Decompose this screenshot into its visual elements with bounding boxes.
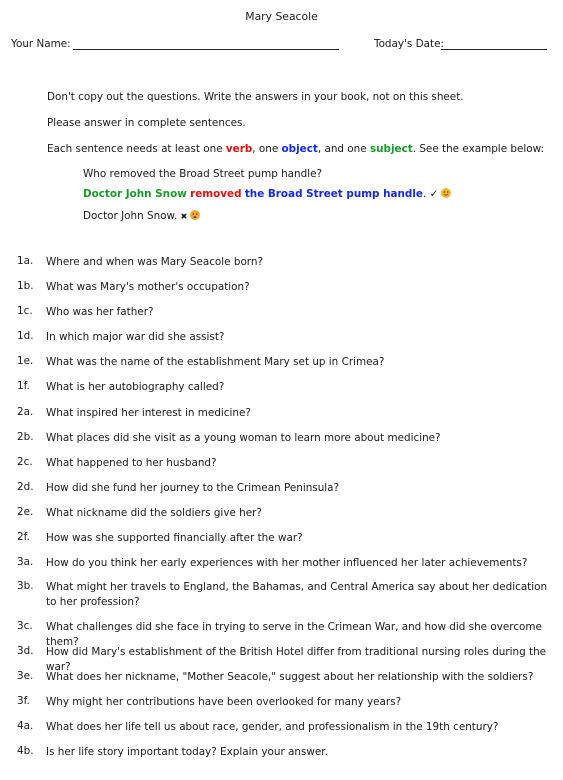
- instruction-copy: Don't copy out the questions. Write the answers in your book, not on this sheet.: [47, 91, 464, 103]
- name-label: Your Name:: [11, 38, 71, 50]
- question-text: What does her life tell us about race, gender, and professionalism in the 19th century?: [46, 721, 499, 733]
- question-number: 1a.: [17, 255, 34, 267]
- question-text: What nickname did the soldiers give her?: [46, 507, 262, 519]
- name-line[interactable]: [73, 49, 339, 50]
- example-good-answer: [83, 188, 451, 200]
- question-number: 1d.: [17, 330, 34, 342]
- date-label: Today's Date:: [374, 38, 444, 50]
- question-text: How did she fund her journey to the Crimean Peninsula?: [46, 482, 340, 494]
- instruction-text: , one: [252, 143, 282, 155]
- example-object: the Broad Street pump handle: [244, 188, 423, 200]
- question-text: Who was her father?: [46, 306, 154, 318]
- question-number: 2a.: [17, 406, 34, 418]
- question-number: 2c.: [17, 456, 33, 468]
- question-number: 1e.: [17, 355, 34, 367]
- question-number: 3b.: [17, 580, 34, 592]
- question-number: 1c.: [17, 305, 33, 317]
- question-number: 1b.: [17, 280, 34, 292]
- verb-word: verb: [225, 143, 253, 155]
- question-number: 3a.: [17, 556, 34, 568]
- question-number: 3e.: [17, 670, 34, 682]
- question-text: What might her travels to England, the Bahamas, and Central America say about her dedication to her profession?: [46, 581, 548, 608]
- question-text: Is her life story important today? Explain your answer.: [46, 746, 328, 758]
- cross-icon: ✖: [180, 212, 188, 221]
- question-number: 1f.: [17, 380, 30, 392]
- page-title: Mary Seacole: [245, 10, 318, 23]
- question-text: What was Mary's mother's occupation?: [46, 281, 250, 293]
- question-text: What challenges did she face in trying to serve in the Crimean War, and how did she overcome them?: [46, 621, 542, 648]
- question-number: 2b.: [17, 431, 34, 443]
- question-number: 2e.: [17, 506, 34, 518]
- question-text: What is her autobiography called?: [46, 381, 225, 393]
- question-text: What inspired her interest in medicine?: [46, 407, 251, 419]
- question-text: What does her nickname, "Mother Seacole," suggest about her relationship with the soldiers?: [46, 671, 534, 683]
- date-line[interactable]: [441, 49, 547, 50]
- question-text: How was she supported financially after the war?: [46, 532, 303, 544]
- question-number: 2f.: [17, 531, 30, 543]
- example-bad-text: Doctor John Snow.: [83, 210, 178, 222]
- question-text: What happened to her husband?: [46, 457, 217, 469]
- question-text: How do you think her early experiences with her mother influenced her later achievements?: [46, 557, 528, 569]
- question-text: In which major war did she assist?: [46, 331, 225, 343]
- sad-emoji-icon: [190, 210, 200, 220]
- object-word: object: [281, 143, 318, 155]
- checkmark-icon: ✓: [429, 188, 439, 200]
- question-number: 3c.: [17, 620, 33, 632]
- question-number: 4b.: [17, 745, 34, 757]
- question-text: What places did she visit as a young woman to learn more about medicine?: [46, 432, 441, 444]
- question-text: What was the name of the establishment Mary set up in Crimea?: [46, 356, 385, 368]
- question-number: 4a.: [17, 720, 34, 732]
- instruction-text: , and one: [317, 143, 370, 155]
- subject-word: subject: [369, 143, 413, 155]
- question-number: 3f.: [17, 695, 30, 707]
- question-text: Why might her contributions have been overlooked for many years?: [46, 696, 402, 708]
- instruction-text: . See the example below:: [412, 143, 545, 155]
- question-number: 2d.: [17, 481, 34, 493]
- example-verb: removed: [190, 188, 242, 200]
- question-number: 3d.: [17, 645, 34, 657]
- question-text: How did Mary's establishment of the British Hotel differ from traditional nursing roles during the war?: [46, 646, 547, 673]
- instruction-text: Each sentence needs at least one: [47, 143, 226, 155]
- example-question: Who removed the Broad Street pump handle?: [83, 168, 323, 180]
- instruction-sentences: Please answer in complete sentences.: [47, 117, 246, 129]
- question-text: Where and when was Mary Seacole born?: [46, 256, 263, 268]
- example-period: .: [422, 188, 427, 200]
- smiley-emoji-icon: [441, 188, 451, 198]
- instruction-grammar: [47, 143, 544, 155]
- example-bad-answer: [83, 210, 200, 222]
- example-subject: Doctor John Snow: [83, 188, 187, 200]
